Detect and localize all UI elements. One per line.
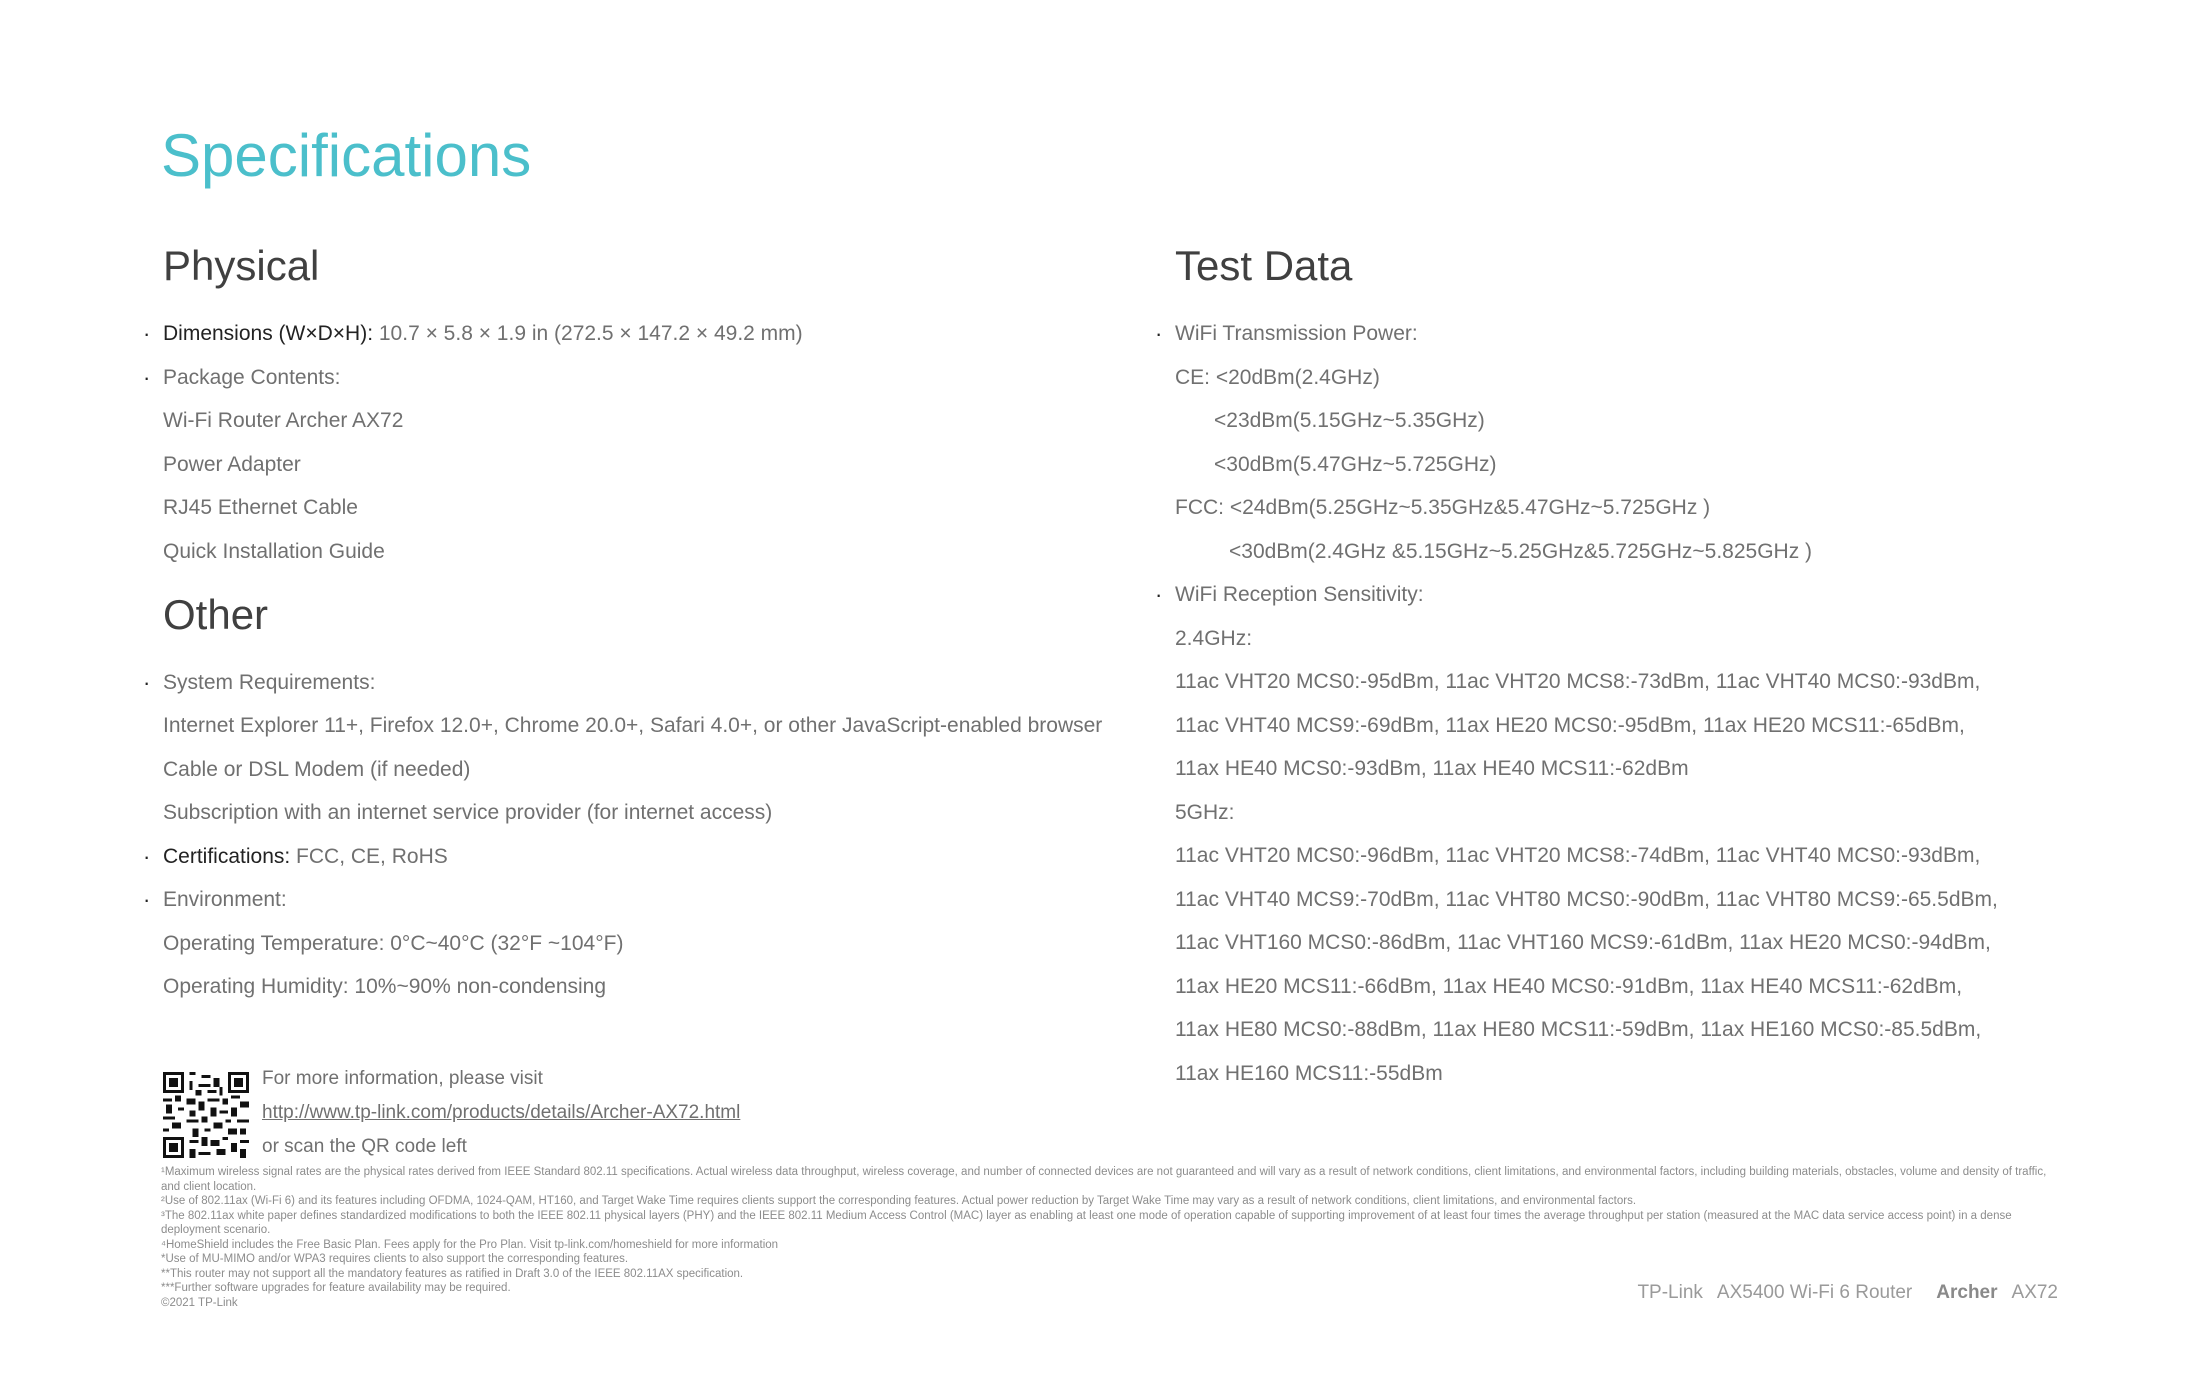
product-page-link[interactable]: http://www.tp-link.com/products/details/Archer-AX72.html: [262, 1102, 741, 1123]
physical-heading: Physical: [163, 242, 320, 289]
sysreq-item: Cable or DSL Modem (if needed): [163, 757, 471, 781]
sensitivity-line: 11ac VHT20 MCS0:-96dBm, 11ac VHT20 MCS8:-74dBm, 11ac VHT40 MCS0:-93dBm,: [1175, 844, 1981, 867]
fcc-power-line: FCC: <24dBm(5.25GHz~5.35GHz&5.47GHz~5.725GHz ): [1175, 496, 1711, 519]
ce-power-line: <30dBm(5.47GHz~5.725GHz): [1214, 452, 1497, 476]
more-info-text: For more information, please visit: [262, 1068, 543, 1089]
sensitivity-line: 11ac VHT160 MCS0:-86dBm, 11ac VHT160 MCS9:-61dBm, 11ax HE20 MCS0:-94dBm,: [1175, 931, 1991, 954]
certifications-label: Certifications:: [163, 844, 291, 868]
package-item: Wi-Fi Router Archer AX72: [163, 409, 404, 432]
footnote: ¹Maximum wireless signal rates are the physical rates derived from IEEE Standard 802.11 specifications. Actual wireless data throughput, wireless coverage, and number of connected devices are not guaranteed and will vary as a result of network conditions, client limitations, and environmental factors, including building materials, obstacles, volume and density of traffic, and client location.: [161, 1166, 2047, 1193]
test-data-heading: Test Data: [1175, 242, 1353, 289]
sensitivity-line: 11ax HE20 MCS11:-66dBm, 11ax HE40 MCS0:-91dBm, 11ax HE40 MCS11:-62dBm,: [1175, 974, 1963, 998]
footnote: **This router may not support all the mandatory features as ratified in Draft 3.0 of the IEEE 802.11AX specification.: [161, 1267, 744, 1280]
band-5ghz-label: 5GHz:: [1175, 800, 1235, 824]
brand-model: AX72: [2011, 1282, 2058, 1303]
left-column: [163, 240, 1113, 1009]
dimensions-label: Dimensions (W×D×H):: [163, 322, 374, 345]
package-item: Power Adapter: [163, 452, 301, 476]
brand-company: TP-Link: [1637, 1282, 1703, 1303]
right-column: [1175, 240, 2075, 1095]
sensitivity-line: 11ac VHT20 MCS0:-95dBm, 11ac VHT20 MCS8:-73dBm, 11ac VHT40 MCS0:-93dBm,: [1175, 670, 1981, 693]
environment-item: Operating Temperature: 0°C~40°C (32°F ~104°F): [163, 931, 624, 955]
brand-product: AX5400 Wi-Fi 6 Router: [1716, 1282, 1913, 1303]
package-label: · Package Contents:: [163, 356, 1113, 400]
band-24ghz-label: 2.4GHz:: [1175, 626, 1253, 650]
footnote: ⁴HomeShield includes the Free Basic Plan. Fees apply for the Pro Plan. Visit tp-link.com/homeshield for more information: [161, 1238, 779, 1251]
sysreq-item: Subscription with an internet service provider (for internet access): [163, 801, 773, 824]
sensitivity-line: 11ax HE40 MCS0:-93dBm, 11ax HE40 MCS11:-62dBm: [1175, 757, 1689, 780]
environment-label: · Environment:: [163, 878, 1113, 922]
rx-sensitivity-label: · WiFi Reception Sensitivity:: [1175, 573, 2075, 617]
package-item: Quick Installation Guide: [163, 539, 385, 563]
ce-power-line: CE: <20dBm(2.4GHz): [1175, 365, 1380, 389]
footnote: ***Further software upgrades for feature availability may be required.: [161, 1282, 511, 1294]
qr-text: [262, 1062, 740, 1164]
page-title: Specifications: [161, 122, 532, 189]
sensitivity-line: 11ac VHT40 MCS9:-69dBm, 11ax HE20 MCS0:-95dBm, 11ax HE20 MCS11:-65dBm,: [1175, 713, 1965, 737]
brand-footer: [1623, 1282, 2058, 1304]
fcc-power-line: <30dBm(2.4GHz &5.15GHz~5.25GHz&5.725GHz~5.825GHz ): [1229, 539, 1813, 563]
other-heading: Other: [163, 591, 269, 638]
footnote: *Use of MU-MIMO and/or WPA3 requires clients to also support the corresponding features.: [161, 1253, 629, 1265]
dimensions-row: [163, 312, 1113, 356]
certifications-row: [163, 835, 1113, 879]
sysreq-item: Internet Explorer 11+, Firefox 12.0+, Chrome 20.0+, Safari 4.0+, or other JavaScript-enabled browser: [163, 713, 1103, 737]
scan-qr-text: or scan the QR code left: [262, 1136, 467, 1157]
copyright: ©2021 TP-Link: [161, 1296, 238, 1309]
sensitivity-line: 11ax HE80 MCS0:-88dBm, 11ax HE80 MCS11:-59dBm, 11ax HE160 MCS0:-85.5dBm,: [1175, 1018, 1982, 1041]
tx-power-label: · WiFi Transmission Power:: [1175, 312, 2075, 356]
certifications-value: FCC, CE, RoHS: [290, 844, 448, 868]
environment-item: Operating Humidity: 10%~90% non-condensing: [163, 975, 607, 998]
footnote: ³The 802.11ax white paper defines standardized modifications to both the IEEE 802.11 physical layers (PHY) and the IEEE 802.11 Medium Access Control (MAC) layer as enabling at least one mode of operation capable of supporting improvement of at least four times the average throughput per station (measured at the MAC data service access point) in a dense deployment scenario.: [161, 1209, 2012, 1236]
package-item: RJ45 Ethernet Cable: [163, 496, 358, 519]
footnote: ²Use of 802.11ax (Wi-Fi 6) and its features including OFDMA, 1024-QAM, HT160, and Target Wake Time requires clients support the corresponding features. Actual power reduction by Target Wake Time may vary as a result of network conditions, client limitations, and environmental factors.: [161, 1195, 1637, 1207]
dimensions-value: 10.7 × 5.8 × 1.9 in (272.5 × 147.2 × 49.2 mm): [373, 322, 803, 345]
sysreq-label: · System Requirements:: [163, 661, 1113, 705]
sensitivity-line: 11ac VHT40 MCS9:-70dBm, 11ac VHT80 MCS0:-90dBm, 11ac VHT80 MCS9:-65.5dBm,: [1175, 887, 1998, 911]
sensitivity-line: 11ax HE160 MCS11:-55dBm: [1175, 1061, 1443, 1085]
brand-series: Archer: [1936, 1282, 1998, 1303]
ce-power-line: <23dBm(5.15GHz~5.35GHz): [1214, 409, 1485, 432]
qr-code-icon[interactable]: [163, 1072, 249, 1158]
